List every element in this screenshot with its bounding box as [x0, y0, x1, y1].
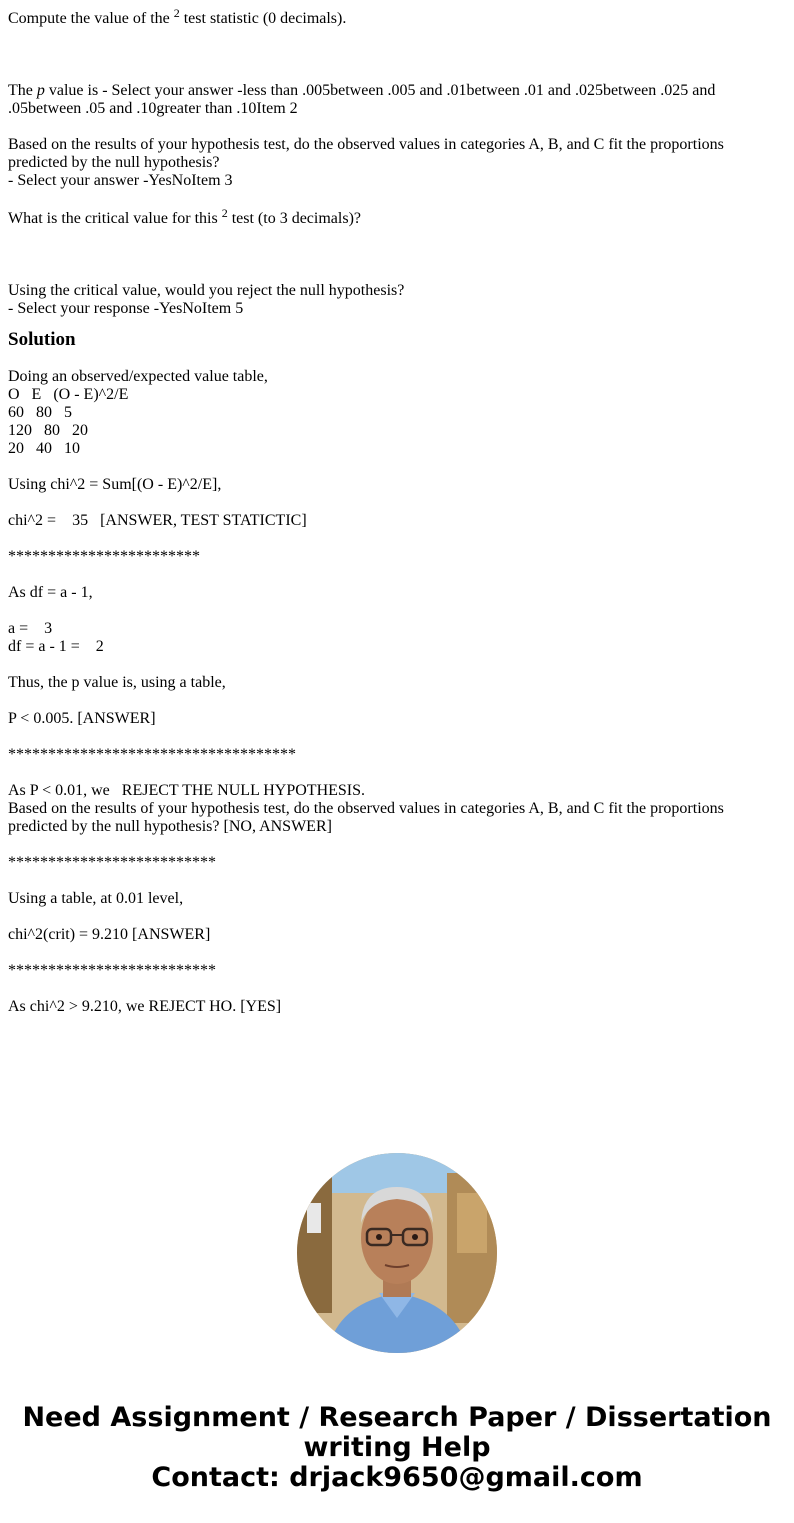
solution-line: O E (O - E)^2/E [8, 386, 129, 403]
solution-line: Using chi^2 = Sum[(O - E)^2/E], [8, 476, 222, 493]
solution-heading: Solution [8, 329, 76, 350]
question-1 [8, 6, 778, 28]
solution-line: As P < 0.01, we REJECT THE NULL HYPOTHESIS. [8, 782, 366, 799]
solution-line: Using a table, at 0.01 level, [8, 890, 184, 907]
superscript: 2 [173, 6, 180, 20]
separator: ************************** [8, 854, 216, 871]
solution-line: Based on the results of your hypothesis test, do the observed values in categories A, B, and C fit the proportions predicted by the null hypothesis? [NO, ANSWER] [8, 800, 728, 835]
solution-line: Doing an observed/expected value table, [8, 368, 268, 385]
solution-line: 120 80 20 [8, 422, 88, 439]
question-1-text-end: test statistic (0 decimals). [179, 10, 347, 27]
solution-line: 60 80 5 [8, 404, 72, 421]
solution-line: As chi^2 > 9.210, we REJECT HO. [YES] [8, 998, 282, 1015]
question-2-select[interactable]: value is - Select your answer -less than .005between .005 and .01between .01 and .025between .025 and .05between .05 and .10greater than .10Item 2 [8, 82, 720, 117]
question-5-select[interactable]: - Select your response -YesNoItem 5 [8, 300, 244, 317]
question-4-text: What is the critical value for this [8, 210, 222, 227]
author-avatar [297, 1153, 497, 1353]
solution-line: Thus, the p value is, using a table, [8, 674, 226, 691]
solution-line: a = 3 [8, 620, 53, 637]
question-2 [8, 82, 778, 118]
question-4 [8, 206, 778, 228]
separator: ************************ [8, 548, 200, 565]
solution-line: chi^2 = 35 [ANSWER, TEST STATICTIC] [8, 512, 307, 529]
separator: ************************************ [8, 746, 296, 763]
question-3: Based on the results of your hypothesis test, do the observed values in categories A, B, and C fit the proportions predicted by the null hypothesis? [8, 136, 728, 171]
question-5: Using the critical value, would you reject the null hypothesis? [8, 282, 405, 299]
solution-line: chi^2(crit) = 9.210 [ANSWER] [8, 926, 211, 943]
superscript: 2 [221, 206, 228, 220]
author-photo [297, 1153, 497, 1353]
solution-line: df = a - 1 = 2 [8, 638, 104, 655]
solution-line: 20 40 10 [8, 440, 80, 457]
question-4-text-end: test (to 3 decimals)? [227, 210, 361, 227]
solution-line: P < 0.005. [ANSWER] [8, 710, 156, 727]
document-body [8, 6, 778, 1016]
footer-contact: Contact: drjack9650@gmail.com [151, 1462, 643, 1493]
question-2-prefix: The [8, 82, 37, 99]
solution-line: As df = a - 1, [8, 584, 93, 601]
p-italic: p [36, 82, 45, 99]
separator: ************************** [8, 962, 216, 979]
footer-banner [0, 1403, 794, 1493]
footer-line-1: Need Assignment / Research Paper / Dissertation writing Help [22, 1402, 772, 1463]
question-3-select[interactable]: - Select your answer -YesNoItem 3 [8, 172, 233, 189]
question-1-text: Compute the value of the [8, 10, 174, 27]
